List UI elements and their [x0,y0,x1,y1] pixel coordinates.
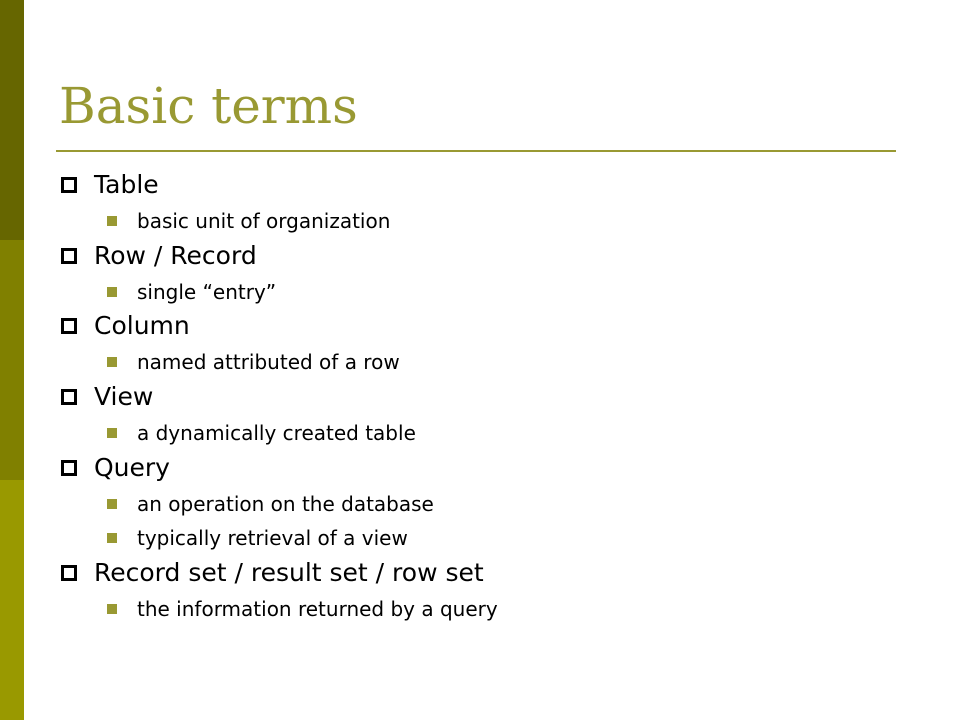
filled-square-bullet-icon [107,357,117,367]
filled-square-bullet-icon [107,604,117,614]
filled-square-bullet-icon [107,216,117,226]
bullet-label-query: Query [94,453,170,482]
sub-bullet-text: named attributed of a row [137,350,400,374]
filled-square-bullet-icon [107,499,117,509]
hollow-square-bullet-icon [61,389,77,405]
sub-bullet-text: the information returned by a query [137,597,498,621]
sub-bullet-text: single “entry” [137,280,277,304]
slide-title: Basic terms [59,77,358,135]
bullet-label-table: Table [94,170,159,199]
hollow-square-bullet-icon [61,318,77,334]
sub-bullet-text: an operation on the database [137,492,434,516]
bullet-label-column: Column [94,311,190,340]
bullet-label-view: View [94,382,154,411]
filled-square-bullet-icon [107,533,117,543]
bullet-label-row-record: Row / Record [94,241,257,270]
hollow-square-bullet-icon [61,565,77,581]
sub-bullet-text: typically retrieval of a view [137,526,408,550]
title-divider [56,150,896,152]
sidebar-band-bottom [0,480,24,720]
sub-bullet-text: a dynamically created table [137,421,416,445]
hollow-square-bullet-icon [61,248,77,264]
sidebar-band-middle [0,240,24,480]
bullet-label-record-set: Record set / result set / row set [94,558,484,587]
filled-square-bullet-icon [107,287,117,297]
hollow-square-bullet-icon [61,177,77,193]
hollow-square-bullet-icon [61,460,77,476]
sidebar-band-top [0,0,24,240]
sub-bullet-text: basic unit of organization [137,209,391,233]
filled-square-bullet-icon [107,428,117,438]
